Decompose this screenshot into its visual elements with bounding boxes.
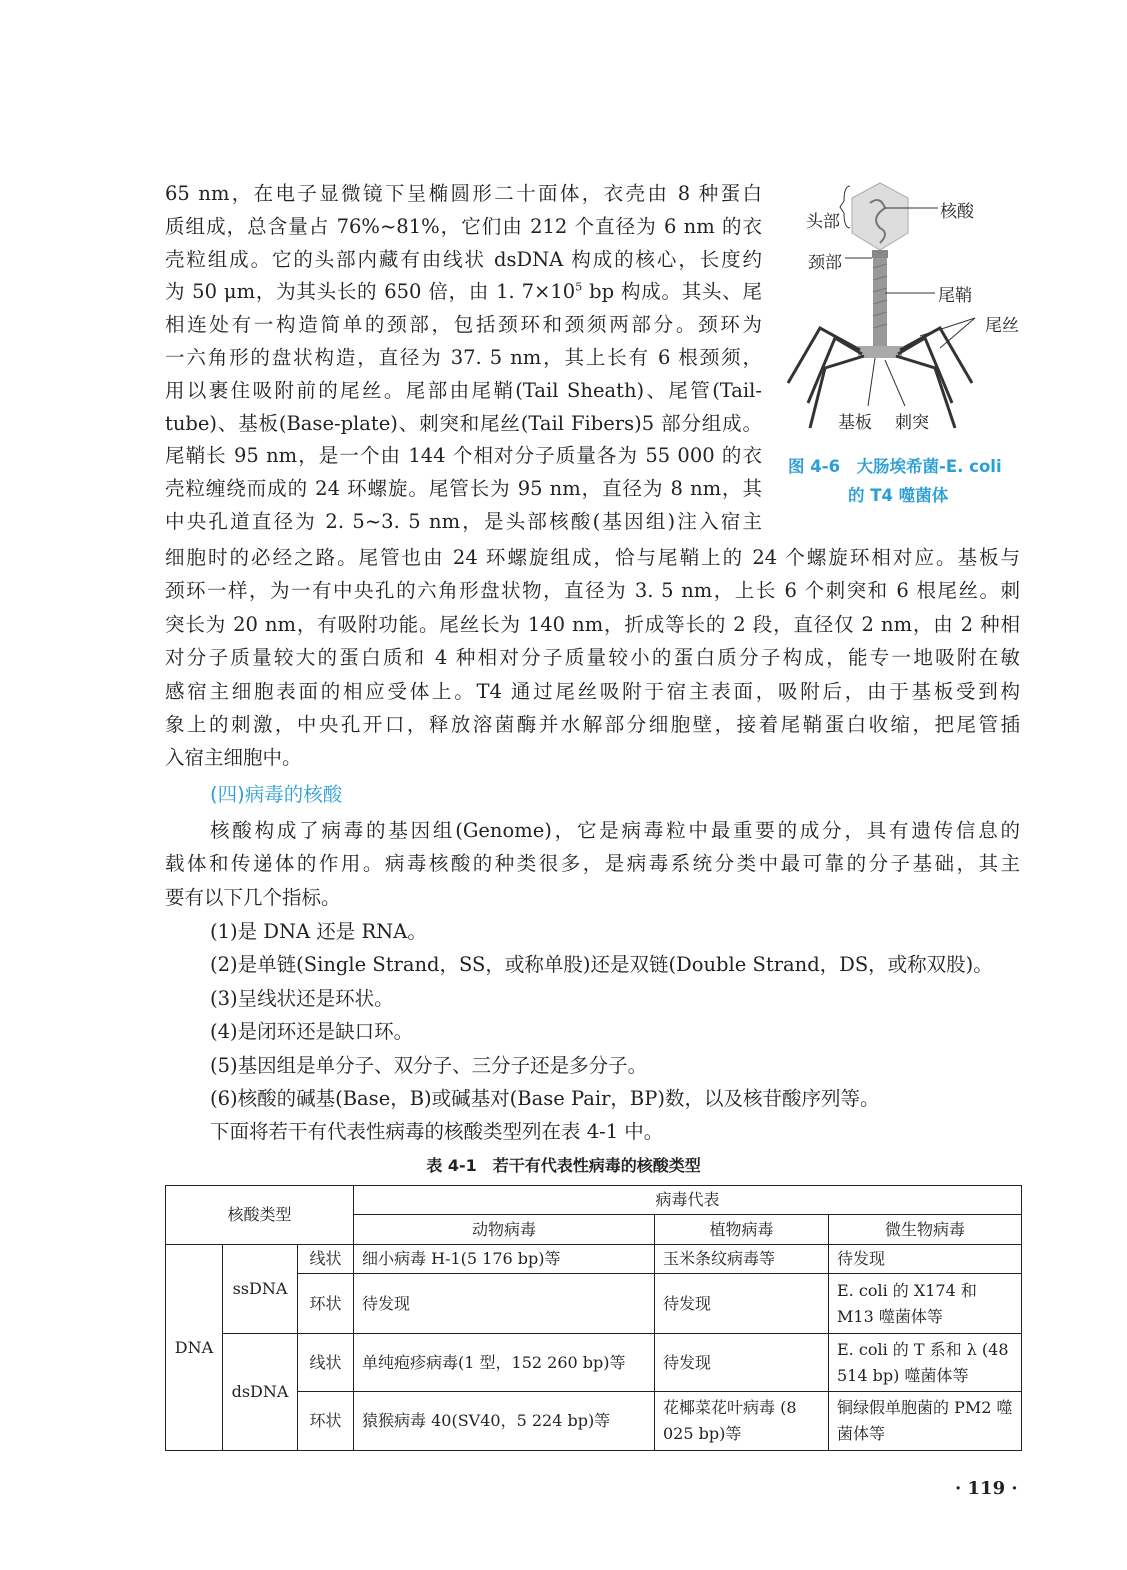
cell-animal: 猿猴病毒 40(SV40，5 224 bp)等 [354, 1392, 655, 1451]
label-sheath: 尾鞘 [938, 286, 972, 306]
header-type: 核酸类型 [166, 1186, 354, 1245]
text-line: 对分子质量较大的蛋白质和 4 种相对分子质量较小的蛋白质分子构成，能专一地吸附在敏 [165, 646, 1020, 670]
label-fibers: 尾丝 [985, 316, 1019, 336]
text-line: 突长为 20 nm，有吸附功能。尾丝长为 140 nm，折成等长的 2 段，直径仅 2 nm，由 2 种相 [165, 612, 1020, 636]
figure-caption-line2: 的 T4 噬菌体 [848, 486, 949, 505]
table-caption: 表 4-1 若干有代表性病毒的核酸类型 [426, 1156, 701, 1175]
header-plant: 植物病毒 [655, 1215, 829, 1245]
cell-plant: 待发现 [655, 1274, 829, 1334]
text-line: 象上的刺激，中央孔开口，释放溶菌酶并水解部分细胞壁，接着尾鞘蛋白收缩，把尾管插 [165, 713, 1020, 736]
page-number: · 119 · [955, 1478, 1018, 1499]
text-line [165, 275, 762, 308]
cell-microbe: 铜绿假单胞菌的 PM2 噬菌体等 [829, 1392, 1022, 1451]
text-line: 细胞时的必经之路。尾管也由 24 环螺旋组成，恰与尾鞘上的 24 个螺旋环相对应。基板与 [165, 546, 1020, 569]
text-line: 感宿主细胞表面的相应受体上。T4 通过尾丝吸附于宿主表面，吸附后，由于基板受到构 [165, 679, 1020, 703]
cell-ssdna: ssDNA [223, 1245, 298, 1334]
label-neck: 颈部 [808, 253, 842, 273]
text-line: (4)是闭环还是缺口环。 [210, 1020, 414, 1044]
text-line: (6)核酸的碱基(Base，B)或碱基对(Base Pair，BP)数，以及核苷酸序列等。 [210, 1087, 880, 1110]
cell-plant: 待发现 [655, 1334, 829, 1392]
superscript: 5 [575, 280, 583, 294]
cell-microbe: E. coli 的 T 系和 λ (48 514 bp) 噬菌体等 [829, 1334, 1022, 1392]
text-line: 核酸构成了病毒的基因组(Genome)，它是病毒粒中最重要的成分，具有遗传信息的 [210, 819, 1020, 842]
text-line: 颈环一样，为一有中央孔的六角形盘状物，直径为 3. 5 nm，上长 6 个刺突和 6 根尾丝。刺 [165, 579, 1020, 603]
cell-animal: 细小病毒 H-1(5 176 bp)等 [354, 1245, 655, 1274]
text-fragment: 为 50 μm，为其头长的 650 倍，由 1. 7×10 [165, 280, 576, 304]
text-line: (2)是单链(Single Strand，SS，或称单股)还是双链(Double Strand，DS，或称双股)。 [210, 953, 993, 977]
header-microbe: 微生物病毒 [829, 1215, 1022, 1245]
label-nucleic-acid: 核酸 [940, 202, 974, 222]
text-line: 壳粒组成。它的头部内藏有由线状 dsDNA 构成的核心，长度约 [165, 247, 762, 271]
section-heading: (四)病毒的核酸 [210, 783, 343, 806]
cell-animal: 单纯疱疹病毒(1 型，152 260 bp)等 [354, 1334, 655, 1392]
label-head: 头部 [806, 212, 840, 232]
text-line: (1)是 DNA 还是 RNA。 [210, 920, 427, 943]
text-line: 中央孔道直径为 2. 5~3. 5 nm，是头部核酸(基因组)注入宿主 [165, 510, 762, 533]
table-row [166, 1334, 1022, 1392]
nucleic-acid-table [165, 1185, 1022, 1451]
text-line: 壳粒缠绕而成的 24 环螺旋。尾管长为 95 nm，直径为 8 nm，其 [165, 477, 762, 501]
label-plate: 基板 [838, 413, 872, 433]
table-row [166, 1245, 1022, 1274]
label-spike: 刺突 [895, 413, 929, 433]
cell-plant: 花椰菜花叶病毒 (8 025 bp)等 [655, 1392, 829, 1451]
text-fragment: bp 构成。其头、尾 [582, 280, 762, 304]
text-line: (5)基因组是单分子、双分子、三分子还是多分子。 [210, 1053, 648, 1077]
text-line: 相连处有一构造简单的颈部，包括颈环和颈须两部分。颈环为 [165, 313, 762, 337]
text-line: 一六角形的盘状构造，直径为 37. 5 nm，其上长有 6 根颈须， [165, 346, 762, 369]
text-line: (3)呈线状还是环状。 [210, 986, 394, 1010]
cell-microbe: E. coli 的 X174 和 M13 噬菌体等 [829, 1274, 1022, 1334]
cell-microbe: 待发现 [829, 1245, 1022, 1274]
text-line: 入宿主细胞中。 [165, 746, 302, 770]
header-representative: 病毒代表 [354, 1186, 1022, 1215]
text-line: 质组成，总含量占 76%~81%，它们由 212 个直径为 6 nm 的衣 [165, 214, 762, 238]
text-line: 要有以下几个指标。 [165, 885, 341, 909]
header-animal: 动物病毒 [354, 1215, 655, 1245]
cell-dsdna: dsDNA [223, 1334, 298, 1451]
text-line: 载体和传递体的作用。病毒核酸的种类很多，是病毒系统分类中最可靠的分子基础，其主 [165, 852, 1020, 876]
text-line: tube)、基板(Base-plate)、刺突和尾丝(Tail Fibers)5 部分组成。 [165, 411, 762, 435]
cell-shape: 线状 [298, 1334, 354, 1392]
text-line: 65 nm，在电子显微镜下呈椭圆形二十面体，衣壳由 8 种蛋白 [165, 182, 762, 205]
cell-dna: DNA [166, 1245, 223, 1451]
cell-shape: 环状 [298, 1392, 354, 1451]
figure-caption-line1: 图 4-6 大肠埃希菌-E. coli [788, 457, 1002, 476]
text-line: 下面将若干有代表性病毒的核酸类型列在表 4-1 中。 [210, 1120, 664, 1144]
cell-shape: 线状 [298, 1245, 354, 1274]
cell-plant: 玉米条纹病毒等 [655, 1245, 829, 1274]
cell-shape: 环状 [298, 1274, 354, 1334]
text-line: 尾鞘长 95 nm，是一个由 144 个相对分子质量各为 55 000 的衣 [165, 444, 762, 468]
text-line: 用以裹住吸附前的尾丝。尾部由尾鞘(Tail Sheath)、尾管(Tail- [165, 378, 762, 402]
cell-animal: 待发现 [354, 1274, 655, 1334]
